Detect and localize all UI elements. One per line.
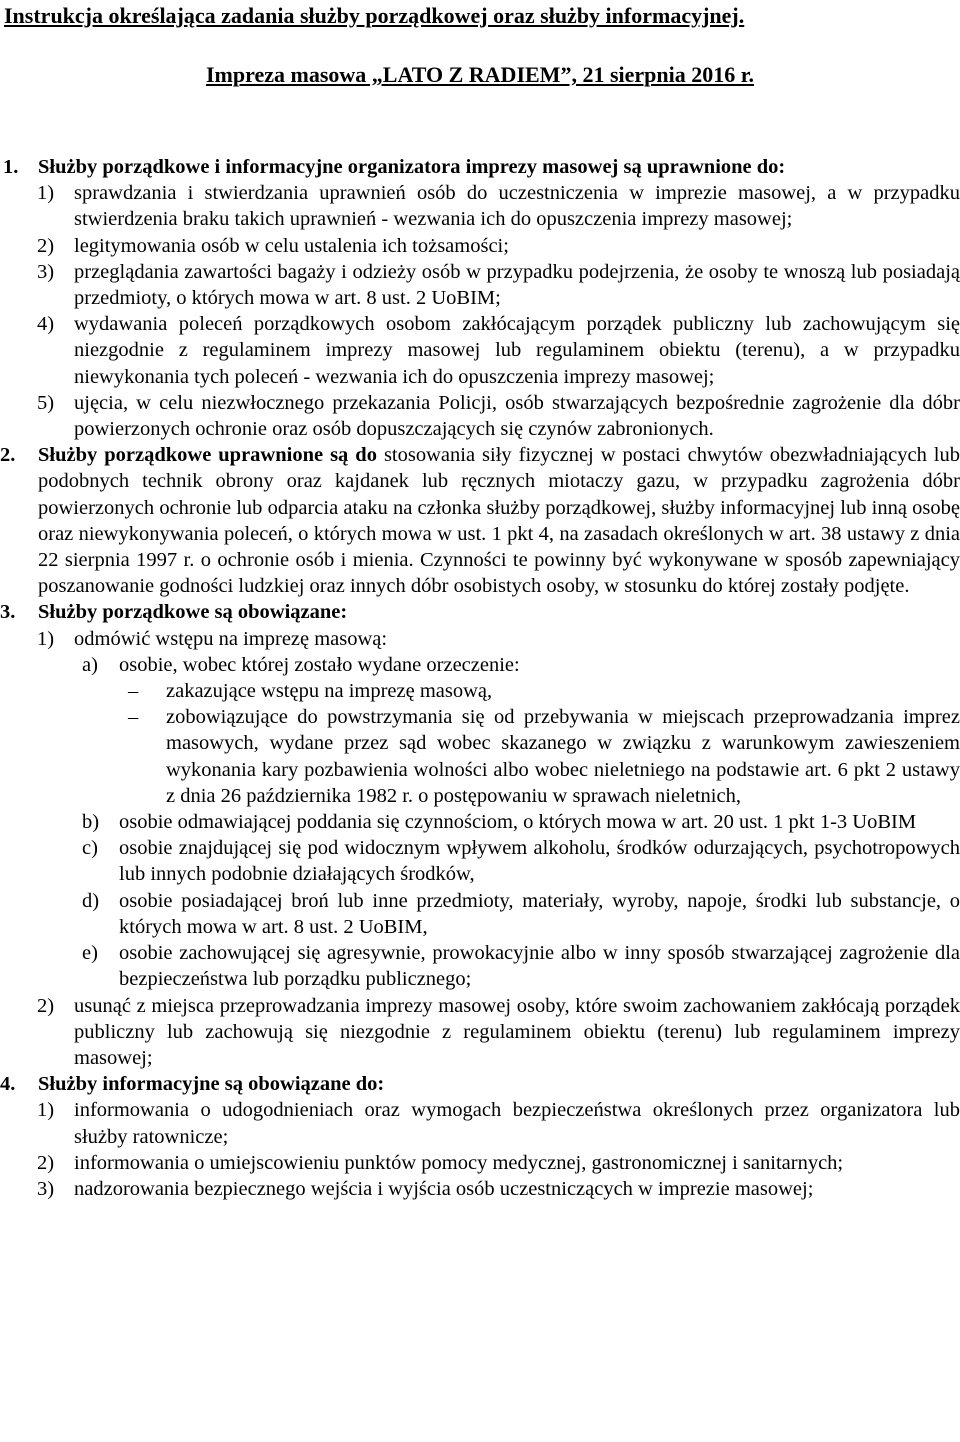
sub-item: [0, 809, 960, 835]
sub-item: [0, 652, 960, 678]
list-item: [0, 993, 960, 1072]
item-text: ujęcia, w celu niezwłocznego przekazania Policji, osób stwarzających bezpośrednie zagrożenie dla dóbr powierzonych ochronie oraz osób dopuszczających się czynów zabronionych.: [74, 391, 960, 441]
section-4: [0, 1071, 960, 1097]
section-heading: Służby porządkowe są obowiązane:: [38, 601, 348, 624]
section-heading: Służby porządkowe i informacyjne organizatora imprezy masowej są uprawnione do:: [38, 156, 786, 178]
section-heading: Służby porządkowe uprawnione są do: [38, 444, 377, 467]
item-text: nadzorowania bezpiecznego wejścia i wyjścia osób uczestniczących w imprezie masowej;: [74, 1177, 814, 1200]
sub-item-text: osobie posiadającej broń lub inne przedmioty, materiały, wyroby, napoje, środki lub substancje, o których mowa w art. 8 ust. 2 UoBIM,: [119, 889, 960, 938]
sub-item-text: osobie, wobec której zostało wydane orzeczenie:: [119, 653, 520, 676]
sub-item-letter: d): [82, 889, 100, 912]
sub-item: [0, 835, 960, 887]
item-text: informowania o umiejscowieniu punktów pomocy medycznej, gastronomicznej i sanitarnych;: [74, 1151, 844, 1174]
item-text: informowania o udogodnieniach oraz wymogach bezpieczeństwa określonych przez organizatora lub służby ratownicze;: [74, 1099, 960, 1148]
item-text: odmówić wstępu na imprezę masową:: [74, 627, 388, 650]
sub-item-text: osobie odmawiającej poddania się czynnościom, o których mowa w art. 20 ust. 1 pkt 1-3 UoBIM: [119, 811, 917, 834]
list-item: [0, 311, 960, 390]
item-number: 1): [37, 1099, 55, 1122]
dash-item-text: zakazujące wstępu na imprezę masową,: [166, 680, 493, 703]
sub-item: [0, 888, 960, 940]
document-title: Instrukcja określająca zadania służby porządkowej oraz służby informacyjnej.: [4, 3, 745, 28]
dash-item: [0, 704, 960, 809]
document-subtitle: Impreza masowa „LATO Z RADIEM”, 21 sierpnia 2016 r.: [206, 62, 754, 87]
list-item: [0, 233, 960, 259]
sub-item-text: osobie znajdującej się pod widocznym wpływem alkoholu, środków odurzających, psychotropowych lub innych podobnie działających środków,: [119, 837, 960, 886]
section-number: 4.: [0, 1073, 16, 1096]
section-number: 2.: [0, 444, 16, 467]
item-number: 2): [37, 994, 55, 1017]
item-text: wydawania poleceń porządkowych osobom zakłócającym porządek publiczny lub zachowującym się niezgodnie z regulaminem imprezy masowej lub regulaminem obiektu (terenu), a w przypadku niewykonania tych poleceń - wezwania ich do opuszczenia imprezy masowej;: [74, 313, 960, 388]
section-heading: Służby informacyjne są obowiązane do:: [38, 1073, 385, 1096]
list-item: [0, 259, 960, 311]
list-item: [0, 1150, 960, 1176]
item-text: sprawdzania i stwierdzania uprawnień osób do uczestniczenia w imprezie masowej, a w przypadku stwierdzenia braku takich uprawnień - wezwania ich do opuszczenia imprezy masowej;: [74, 182, 960, 231]
list-item: [0, 626, 960, 652]
sub-item-letter: b): [82, 811, 100, 834]
item-number: 1): [37, 627, 55, 650]
sub-item: [0, 940, 960, 992]
sub-item-letter: e): [82, 942, 98, 965]
item-number: 5): [37, 391, 55, 414]
section-2: [0, 442, 960, 599]
sub-item-text: osobie zachowującej się agresywnie, prowokacyjnie albo w inny sposób stwarzającej zagrożenie dla bezpieczeństwa lub porządku publicznego;: [119, 942, 960, 991]
dash-mark: –: [128, 706, 139, 729]
list-item: [0, 1097, 960, 1149]
sub-item-letter: c): [82, 837, 98, 860]
section-3: [0, 599, 960, 625]
section-text: stosowania siły fizycznej w postaci chwytów obezwładniających lub podobnych technik obrony oraz kajdanek lub ręcznych miotaczy gazu, w przypadku zagrożenia dóbr powierzonych ochronie lub odparcia ataku na członka służby porządkowej, służby informacyjnej lub inną osobę oraz niewykonywania poleceń, o których mowa w ust. 1 pkt 4, na zasadach określonych w art. 38 ustawy z dnia 22 sierpnia 1997 r. o ochronie osób i mienia. Czynności te powinny być wykonywane w sposób zapewniający poszanowanie godności ludzkiej oraz innych dóbr osobistych osoby, w stosunku do której zostały podjęte.: [38, 444, 960, 598]
item-number: 2): [37, 1151, 55, 1174]
item-number: 3): [37, 1177, 55, 1200]
item-number: 2): [37, 234, 55, 257]
dash-item: [0, 678, 960, 704]
sub-item-letter: a): [82, 653, 98, 676]
item-text: legitymowania osób w celu ustalenia ich tożsamości;: [74, 234, 509, 257]
item-text: usunąć z miejsca przeprowadzania imprezy masowej osoby, które swoim zachowaniem zakłócają porządek publiczny lub zachowują się niezgodnie z regulaminem obiektu (terenu) lub regulaminem imprezy masowej;: [74, 994, 960, 1069]
section-number: 3.: [0, 601, 16, 624]
section-number: 1.: [3, 156, 19, 178]
item-number: 1): [37, 182, 55, 205]
dash-item-text: zobowiązujące do powstrzymania się od przebywania w miejscach przeprowadzania imprez masowych, wydane przez sąd wobec skazanego w związku z warunkowym zawieszeniem wykonania kary pozbawienia wolności albo wobec nieletniego na podstawie art. 6 pkt 2 ustawy z dnia 26 października 1982 r. o postępowaniu w sprawach nieletnich,: [166, 706, 960, 807]
item-text: przeglądania zawartości bagaży i odzieży osób w przypadku podejrzenia, że osoby te wnoszą lub posiadają przedmioty, o których mowa w art. 8 ust. 2 UoBIM;: [74, 260, 960, 310]
list-item: [0, 180, 960, 232]
item-number: 3): [37, 260, 55, 283]
document-body: [0, 154, 960, 1202]
item-number: 4): [37, 313, 55, 336]
section-1: [0, 154, 960, 180]
dash-mark: –: [128, 680, 139, 703]
list-item: [0, 1176, 960, 1202]
list-item: [0, 390, 960, 442]
